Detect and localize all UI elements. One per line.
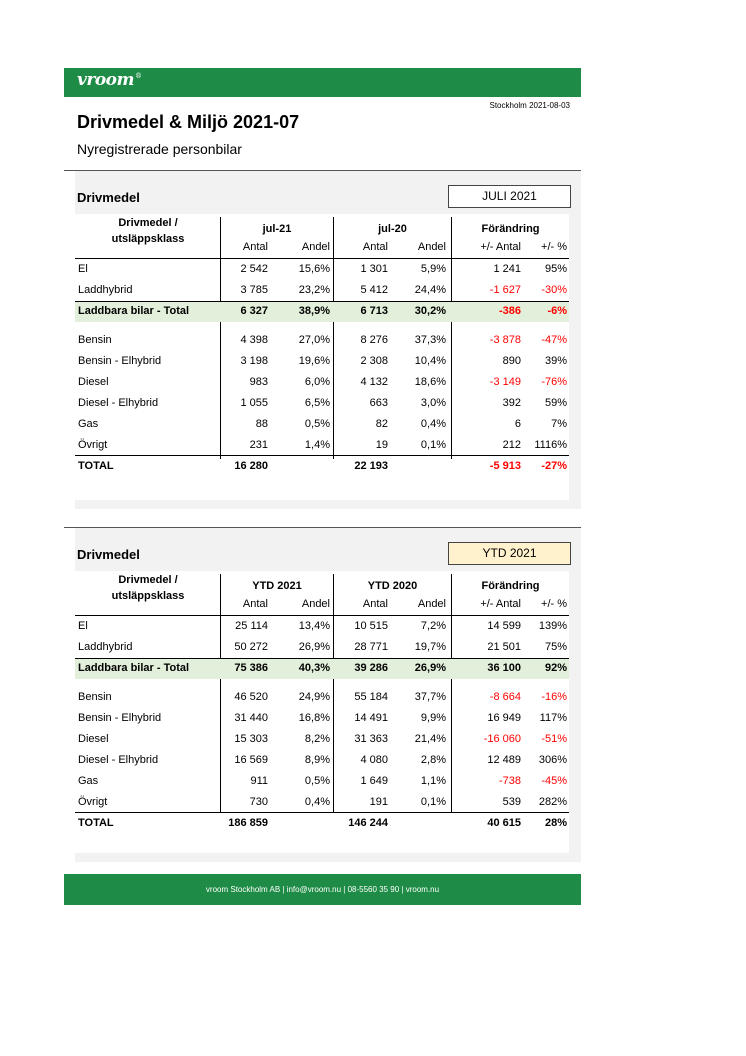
- cell-a2: 40,3%: [298, 662, 330, 674]
- subheader-sub-b1: Antal: [362, 241, 388, 253]
- row-label: El: [78, 263, 88, 275]
- cell-c1: 21 501: [487, 641, 521, 653]
- row-label: Laddhybrid: [78, 284, 133, 296]
- cell-c1: -16 060: [483, 733, 521, 745]
- cell-a1: 2 542: [240, 263, 268, 275]
- table-row: [75, 259, 569, 280]
- cell-c1: 14 599: [487, 620, 521, 632]
- cell-c1: -1 627: [489, 284, 521, 296]
- table-row: [75, 637, 569, 658]
- cell-b2: 0,4%: [420, 418, 446, 430]
- cell-b1: 22 193: [354, 460, 388, 472]
- row-label: Bensin: [78, 334, 112, 346]
- cell-a2: 23,2%: [298, 284, 330, 296]
- row-label: Laddbara bilar - Total: [78, 305, 190, 317]
- footer-bar: vroom Stockholm AB | info@vroom.nu | 08-5560 35 90 | vroom.nu: [64, 874, 581, 905]
- group-header-change: Förändring: [481, 223, 540, 235]
- cell-b1: 19: [375, 439, 388, 451]
- table-row: [75, 750, 569, 771]
- row-label: TOTAL: [78, 460, 114, 472]
- cell-b1: 28 771: [354, 641, 388, 653]
- section-ytd: [64, 528, 581, 864]
- cell-c1: -8 664: [489, 691, 521, 703]
- cell-b1: 146 244: [348, 817, 388, 829]
- cell-a1: 46 520: [234, 691, 268, 703]
- subtotal-row: [75, 658, 569, 679]
- cell-a2: 27,0%: [298, 334, 330, 346]
- cell-c1: 890: [502, 355, 521, 367]
- cell-b2: 24,4%: [414, 284, 446, 296]
- cell-a1: 50 272: [234, 641, 268, 653]
- cell-a1: 911: [250, 775, 268, 787]
- row-label: Övrigt: [78, 439, 108, 451]
- cell-b1: 1 301: [360, 263, 388, 275]
- table-row: [75, 708, 569, 729]
- table-row: [75, 616, 569, 637]
- cell-a1: 15 303: [234, 733, 268, 745]
- cell-b2: 5,9%: [420, 263, 446, 275]
- cell-b1: 191: [369, 796, 388, 808]
- subheader-sub-a1: Antal: [242, 598, 268, 610]
- row-label: Bensin: [78, 691, 112, 703]
- date-line: Stockholm 2021-08-03: [489, 101, 570, 110]
- cell-c1: -3 878: [489, 334, 521, 346]
- cell-a2: 38,9%: [298, 305, 330, 317]
- section-month: [64, 171, 581, 519]
- period-label: YTD 2021: [448, 542, 571, 565]
- period-label: JULI 2021: [448, 185, 571, 208]
- cell-a2: 0,5%: [304, 418, 330, 430]
- cell-b2: 0,1%: [420, 439, 446, 451]
- data-table: [75, 571, 569, 853]
- cell-a2: 6,5%: [304, 397, 330, 409]
- cell-a1: 4 398: [240, 334, 268, 346]
- table-row: [75, 435, 569, 456]
- cell-c2: -51%: [541, 733, 567, 745]
- cell-b2: [390, 456, 446, 477]
- cell-a1: 231: [249, 439, 268, 451]
- group-header-previous: YTD 2020: [367, 580, 418, 592]
- subheader-sub-b2: Andel: [417, 598, 446, 610]
- section-title: Drivmedel: [77, 547, 140, 562]
- cell-a2: 15,6%: [298, 263, 330, 275]
- cell-b2: 37,3%: [414, 334, 446, 346]
- table-row: [75, 280, 569, 301]
- cell-c2: 95%: [544, 263, 567, 275]
- cell-c1: 1 241: [493, 263, 521, 275]
- cell-a1: 88: [255, 418, 268, 430]
- data-table: [75, 214, 569, 500]
- column-header-line1: Drivmedel /: [118, 574, 178, 586]
- cell-b2: 9,9%: [420, 712, 446, 724]
- subheader-sub-c1: +/- Antal: [480, 241, 521, 253]
- cell-b2: 10,4%: [414, 355, 446, 367]
- subheader-sub-a1: Antal: [242, 241, 268, 253]
- row-label: Laddbara bilar - Total: [78, 662, 190, 674]
- cell-b1: 4 132: [360, 376, 388, 388]
- subtotal-row: [75, 301, 569, 322]
- column-header-line2: utsläppsklass: [111, 233, 185, 245]
- table-row: [75, 351, 569, 372]
- cell-b1: 2 308: [360, 355, 388, 367]
- document-title: Drivmedel & Miljö 2021-07: [77, 112, 300, 132]
- group-header-current: YTD 2021: [252, 580, 302, 592]
- cell-a2: 16,8%: [298, 712, 330, 724]
- subheader-sub-c1: +/- Antal: [480, 598, 521, 610]
- cell-c1: 539: [502, 796, 521, 808]
- cell-a1: 1 055: [240, 397, 268, 409]
- table-row: [75, 687, 569, 708]
- column-header-line1: Drivmedel /: [118, 217, 178, 229]
- cell-b2: [390, 813, 446, 834]
- cell-b1: 82: [375, 418, 388, 430]
- cell-c1: 12 489: [487, 754, 521, 766]
- cell-b2: 7,2%: [420, 620, 446, 632]
- cell-b1: 6 713: [360, 305, 388, 317]
- cell-b1: 39 286: [354, 662, 388, 674]
- cell-a2: 0,4%: [304, 796, 330, 808]
- row-label: Diesel - Elhybrid: [78, 754, 159, 766]
- row-label: El: [78, 620, 88, 632]
- cell-a1: 3 785: [240, 284, 268, 296]
- cell-c2: 39%: [544, 355, 567, 367]
- cell-c1: 40 615: [487, 817, 521, 829]
- cell-b1: 10 515: [354, 620, 388, 632]
- cell-a1: 31 440: [234, 712, 268, 724]
- subheader-sub-a2: Andel: [301, 241, 330, 253]
- cell-c2: 1116%: [534, 439, 567, 451]
- group-header-change: Förändring: [481, 580, 540, 592]
- cell-a1: 6 327: [240, 305, 268, 317]
- cell-c2: 7%: [551, 418, 567, 430]
- cell-a1: 730: [249, 796, 268, 808]
- cell-c2: 282%: [538, 796, 567, 808]
- cell-c1: -3 149: [489, 376, 521, 388]
- cell-a1: 3 198: [240, 355, 268, 367]
- cell-a1: 16 280: [234, 460, 268, 472]
- section-title: Drivmedel: [77, 190, 140, 205]
- cell-b2: 30,2%: [414, 305, 446, 317]
- cell-c2: 139%: [538, 620, 567, 632]
- cell-b1: 14 491: [354, 712, 388, 724]
- cell-a2: 24,9%: [298, 691, 330, 703]
- cell-b1: 4 080: [360, 754, 388, 766]
- row-label: Övrigt: [78, 796, 108, 808]
- cell-a1: 186 859: [228, 817, 268, 829]
- group-header-previous: jul-20: [378, 223, 407, 235]
- cell-b2: 2,8%: [420, 754, 446, 766]
- cell-b2: 21,4%: [414, 733, 446, 745]
- row-label: TOTAL: [78, 817, 114, 829]
- cell-a2: [270, 456, 330, 477]
- cell-c1: 212: [502, 439, 521, 451]
- cell-c2: 306%: [538, 754, 567, 766]
- cell-c2: -76%: [541, 376, 567, 388]
- row-label: Diesel: [78, 376, 109, 388]
- cell-b1: 31 363: [354, 733, 388, 745]
- cell-a1: 75 386: [234, 662, 268, 674]
- subheader-sub-a2: Andel: [301, 598, 330, 610]
- cell-c1: 36 100: [487, 662, 521, 674]
- cell-a2: 8,2%: [304, 733, 330, 745]
- cell-a2: 26,9%: [298, 641, 330, 653]
- row-label: Gas: [78, 775, 99, 787]
- cell-a2: 8,9%: [304, 754, 330, 766]
- cell-c2: 59%: [544, 397, 567, 409]
- cell-a2: [270, 813, 330, 834]
- cell-a1: 16 569: [234, 754, 268, 766]
- cell-c1: 16 949: [487, 712, 521, 724]
- cell-b1: 8 276: [360, 334, 388, 346]
- document-subtitle: Nyregistrerade personbilar: [77, 141, 242, 157]
- grand-total-row: [75, 813, 569, 834]
- cell-c1: 6: [514, 418, 521, 430]
- table-row: [75, 393, 569, 414]
- cell-b1: 55 184: [354, 691, 388, 703]
- cell-b1: 663: [369, 397, 388, 409]
- table-row: [75, 792, 569, 813]
- cell-a1: 983: [249, 376, 268, 388]
- cell-b2: 19,7%: [414, 641, 446, 653]
- cell-c2: 92%: [544, 662, 567, 674]
- column-header-line2: utsläppsklass: [111, 590, 185, 602]
- subheader-sub-c2: +/- %: [541, 598, 567, 610]
- table-row: [75, 771, 569, 792]
- cell-c1: 392: [502, 397, 521, 409]
- grand-total-row: [75, 456, 569, 477]
- row-label: Laddhybrid: [78, 641, 133, 653]
- cell-a2: 1,4%: [304, 439, 330, 451]
- table-row: [75, 330, 569, 351]
- cell-a2: 13,4%: [298, 620, 330, 632]
- cell-b1: 5 412: [360, 284, 388, 296]
- row-label: Bensin - Elhybrid: [78, 355, 162, 367]
- cell-c2: -6%: [547, 305, 567, 317]
- cell-c2: -16%: [541, 691, 567, 703]
- cell-b2: 3,0%: [420, 397, 446, 409]
- cell-a1: 25 114: [235, 620, 268, 632]
- cell-b2: 37,7%: [414, 691, 446, 703]
- row-label: Bensin - Elhybrid: [78, 712, 162, 724]
- vroom-logo: vroom®: [77, 70, 142, 90]
- cell-c1: -386: [498, 305, 521, 317]
- cell-b2: 18,6%: [414, 376, 446, 388]
- cell-b1: 1 649: [360, 775, 388, 787]
- group-header-current: jul-21: [262, 223, 292, 235]
- cell-a2: 19,6%: [298, 355, 330, 367]
- row-label: Diesel: [78, 733, 109, 745]
- cell-b2: 1,1%: [420, 775, 446, 787]
- cell-c2: 117%: [539, 712, 567, 724]
- cell-b2: 26,9%: [414, 662, 446, 674]
- table-row: [75, 414, 569, 435]
- cell-c1: -5 913: [489, 460, 521, 472]
- cell-c2: -27%: [541, 460, 567, 472]
- cell-c2: -47%: [541, 334, 567, 346]
- cell-c1: -738: [498, 775, 521, 787]
- cell-a2: 6,0%: [304, 376, 330, 388]
- cell-b2: 0,1%: [420, 796, 446, 808]
- cell-c2: 28%: [544, 817, 567, 829]
- brand-header-bar: [64, 68, 581, 97]
- cell-a2: 0,5%: [304, 775, 330, 787]
- subheader-sub-b2: Andel: [417, 241, 446, 253]
- table-row: [75, 729, 569, 750]
- subheader-sub-c2: +/- %: [541, 241, 567, 253]
- cell-c2: -30%: [541, 284, 567, 296]
- cell-c2: 75%: [544, 641, 567, 653]
- row-label: Diesel - Elhybrid: [78, 397, 159, 409]
- subheader-sub-b1: Antal: [362, 598, 388, 610]
- table-row: [75, 372, 569, 393]
- cell-c2: -45%: [541, 775, 567, 787]
- row-label: Gas: [78, 418, 99, 430]
